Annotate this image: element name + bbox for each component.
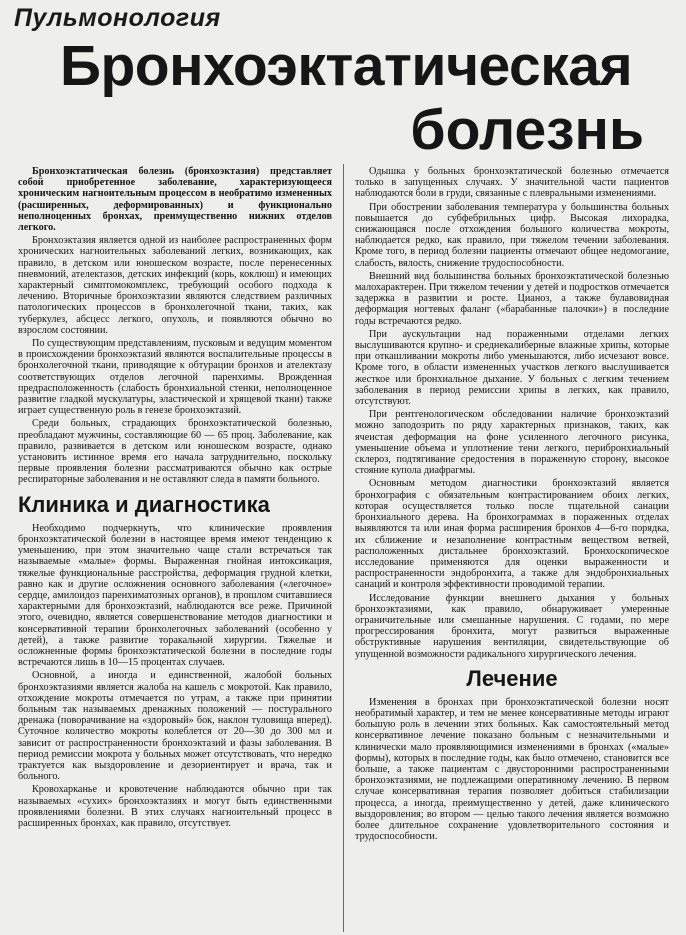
body-paragraph: При рентгенологическом обследовании наличие бронхоэктазий можно заподозрить по ряду характерных признаков, таких, как ячеистая деформация на фоне усиленного легочного рисунка, уменьшение объема и уплотнение тени легкого, перибронхиальный склероз, подтягивание средостения в пораженную сторону, высокое стояние купола диафрагмы. — [355, 409, 669, 477]
body-paragraph: Основной, а иногда и единственной, жалобой больных бронхоэктазиями является жалоба на кашель с мокротой. Как правило, отхождение мокроты отмечается по утрам, а также при принятии больным так называемых дренажных положений — постурального дренажа (поворачивание на «здоровый» бок, наклон туловища вперед). Суточное количество мокроты колеблется от 20—30 до 300 мл и зависит от распространенности бронхоэктазий и фазы заболевания. В период ремиссии мокрота у больных может отсутствовать, что нередко трактуется как выздоровление и дезориентирует и врача, так и больного. — [18, 670, 332, 783]
body-paragraph: Кровохарканье и кровотечение наблюдаются обычно при так называемых «сухих» бронхоэктазиях и могут быть единственными проявлениями болезни. В этих случаях нагноительный процесс в расширенных бронхах, как правило, отсутствует. — [18, 784, 332, 829]
body-paragraph: Одышка у больных бронхоэктатической болезнью отмечается только в запущенных случаях. У значительной части пациентов наблюдаются боли в груди, связанные с плевральными изменениями. — [355, 166, 669, 200]
lead-paragraph: Бронхоэктатическая болезнь (бронхоэктазия) представляет собой приобретенное заболевание, характеризующееся хроническим нагноительным процессом в необратимо измененных (расширенных, деформированных) и функционально неполноценных бронхах, преимущественно нижних отделов легкого. — [18, 166, 332, 234]
body-paragraph: При обострении заболевания температура у большинства больных повышается до субфебрильных цифр. Высокая лихорадка, снижающаяся после отхождения большого количества мокроты, наблюдается редко, как правило, при тяжелом течении заболевания. Кроме того, в период болезни пациенты отмечают общее недомогание, слабость, вялость, снижение трудоспособности. — [355, 201, 669, 269]
body-paragraph: Внешний вид большинства больных бронхоэктатической болезнью малохарактерен. При тяжелом течении у детей и подростков отмечается задержка в развитии и росте. Цианоз, а также булавовидная деформация ногтевых фаланг («барабанные палочки») в последние годы встречаются редко. — [355, 270, 669, 327]
body-paragraph: Исследование функции внешнего дыхания у больных бронхоэктазиями, как правило, обнаруживает умеренные ограничительные или смешанные нарушения. С годами, по мере прогрессирования бронхита, могут развиться выраженные обструктивные нарушения вентиляции, свидетельствующие об упущенной возможности радикального хирургического лечения. — [355, 592, 669, 660]
body-paragraph: Бронхоэктазия является одной из наиболее распространенных форм хронических нагноительных заболеваний легких, возникающих, как правило, в детском или юношеском возрасте, после перенесенных пневмоний, ателектазов, детских инфекций (корь, коклюш) и имеющих характерный симптомокомплекс, требующий особого подхода к лечению. Вторичные бронхоэктазии являются следствием различных патологических процессов в бронхолегочной ткани, таких, как туберкулез, абсцесс легкого, опухоль, и появляются обычно во взрослом состоянии. — [18, 235, 332, 336]
section-heading-clinic: Клиника и диагностика — [18, 491, 270, 517]
body-paragraph: По существующим представлениям, пусковым и ведущим моментом в происхождении бронхоэктазий являются воспалительные процессы в бронхолегочной ткани, приводящие к обтурации бронхов и ателектазу соответствующих отделов легочной паренхимы. Врожденная предрасположенность (слабость бронхиальной стенки, неполноценное развитие гладкой мускулатуры, эластической и хрящевой ткани) также играет существенную роль в генезе бронхоэктазий. — [18, 338, 332, 417]
column-divider — [343, 164, 344, 932]
section-heading-treatment: Лечение — [466, 665, 558, 691]
right-column — [355, 166, 669, 932]
body-paragraph: Среди больных, страдающих бронхоэктатической болезнью, преобладают мужчины, составляющие 60 — 65 проц. Заболевание, как правило, развивается в детском или юношеском возрасте, однако установить истинное время его начала затруднительно, поскольку первые проявления болезни рассматриваются обычно как острые респираторные заболевания и не оставляют следа в памяти больного. — [18, 418, 332, 486]
article-title-line1: Бронхоэктатическая — [60, 34, 633, 98]
left-column — [18, 166, 332, 932]
section-rubric: Пульмонология — [14, 4, 221, 32]
body-paragraph: При аускультации над пораженными отделами легких выслушиваются крупно- и среднекалиберные влажные хрипы, которые при откашливании мокроты либо уменьшаются, либо исчезают вовсе. Кроме того, в области измененных участков легкого выслушивается жесткое или бронхиальное дыхание. У больных с легким течением заболевания в период ремиссии хрипы в легких, как правило, отсутствуют. — [355, 328, 669, 408]
body-paragraph: Необходимо подчеркнуть, что клинические проявления бронхоэктатической болезни в настоящее время имеют тенденцию к уменьшению, при этом значительно чаще стали встречаться так называемые «малые» формы. Выраженная гнойная интоксикация, тяжелые функциональные расстройства, деформация грудной клетки, равно как и другие осложнения основного заболевания («легочное» сердце, амилоидоз паренхиматозных органов), в прошлом считавшиеся характерными для бронхоэктазий, наблюдаются все реже. Причиной этого, очевидно, является совершенствование методов диагностики и консервативной терапии бронхолегочных заболеваний (особенно у детей), а также развитие торакальной хирургии. Тяжелые и осложненные формы бронхоэктатической болезни в последние годы встречаются лишь в 10—15 процентах случаев. — [18, 522, 332, 669]
body-paragraph: Основным методом диагностики бронхоэктазий является бронхография с обязательным контрастированием обоих легких, которая осуществляется только после тщательной санации бронхиального дерева. На бронхограммах в пораженных отделах выявляются та или иная форма расширения бронхов 4—6-го порядка, их сближение и незаполнение контрастным веществом ветвей, расположенных дистальнее бронхоэктазий. Бронхоскопическое исследование применяются для оценки выраженности и распространенности эндобронхита, а также для эндобронхиальных санаций и контроля эффективности проводимой терапии. — [355, 478, 669, 591]
article-title-line2: болезнь — [410, 98, 644, 162]
body-paragraph: Изменения в бронхах при бронхоэктатической болезни носят необратимый характер, и тем не менее консервативные методы играют большую роль в лечении этих больных. Как самостоятельный метод консервативное лечение показано больным с незначительными и клинически мало проявляющимися изменениями в бронхах («малые» формы), которых в последние годы, как было отмечено, становится все больше, а также пациентам с двусторонними распространенными бронхоэктазиями, не подлежащими оперативному лечению. В первом случае консервативная терапия позволяет добиться стабилизации процесса, а иногда, преимущественно у детей, даже клинического выздоровления; во втором — целью такого лечения является возможно более длительное сохранение удовлетворительного состояния и трудоспособности. — [355, 696, 669, 843]
